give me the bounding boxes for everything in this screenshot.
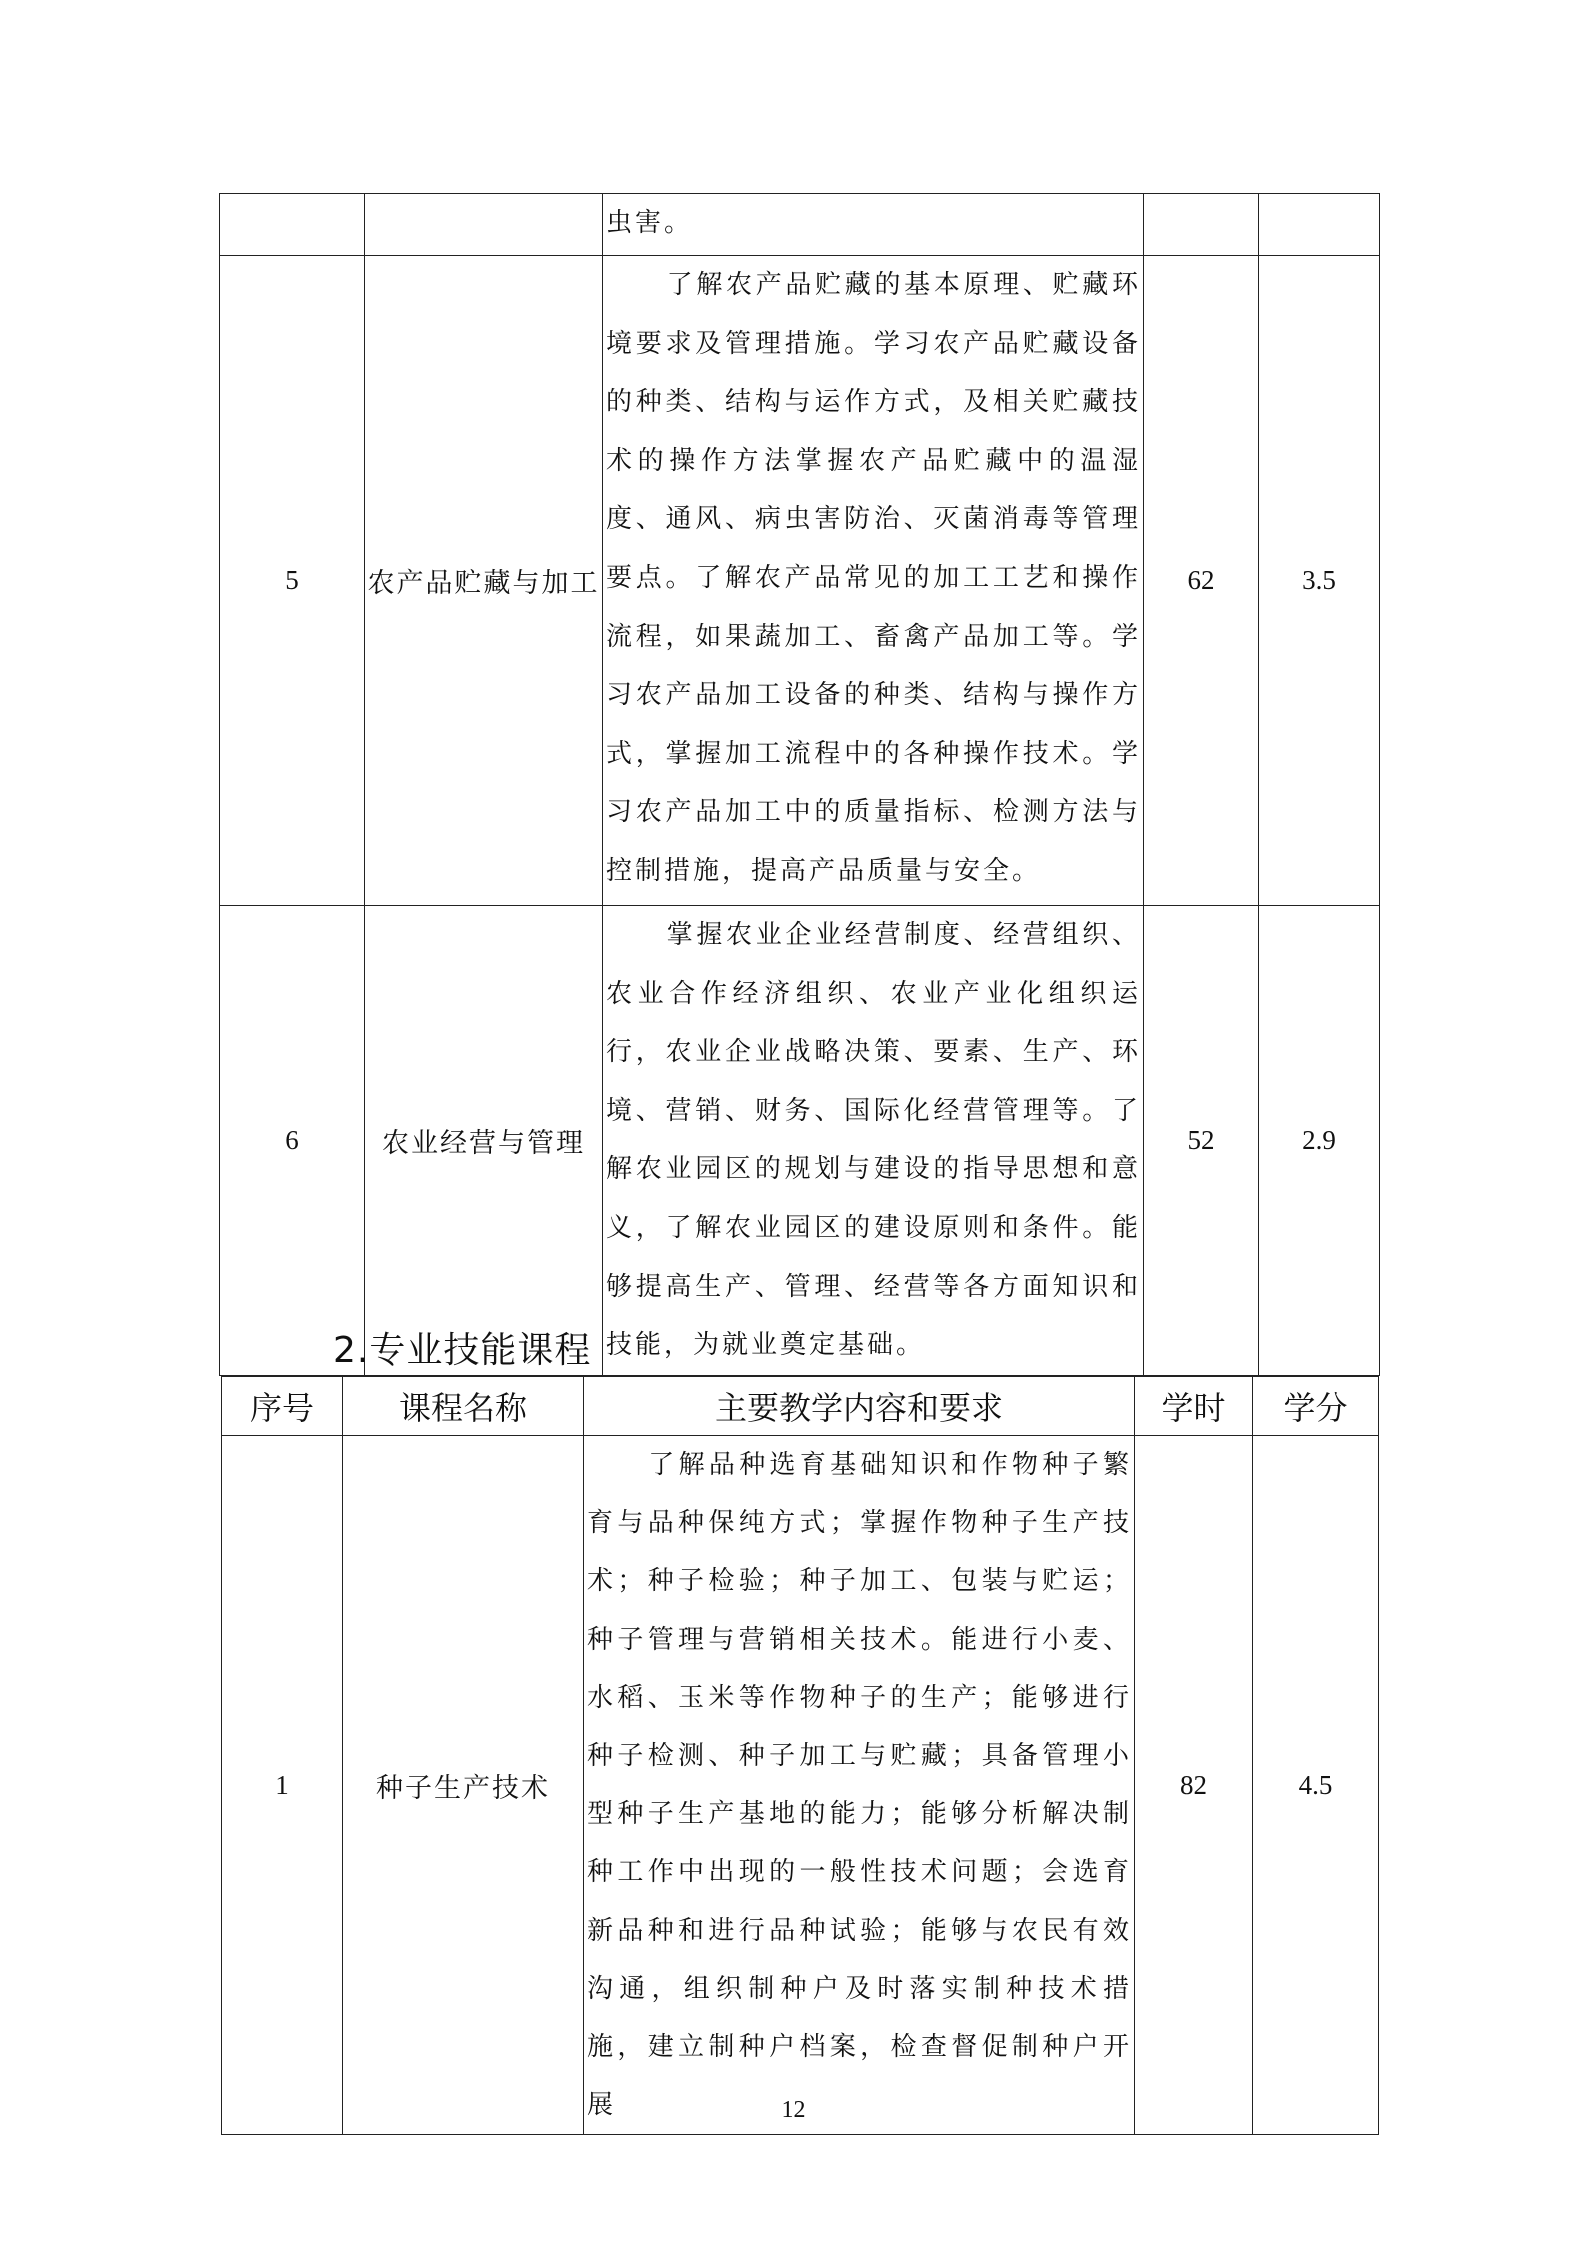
table-row — [220, 256, 1380, 906]
course-hours: 82 — [1135, 1436, 1253, 2135]
course-name: 种子生产技术 — [343, 1436, 584, 2135]
course-credits: 3.5 — [1259, 256, 1380, 906]
header-no: 序号 — [222, 1377, 343, 1436]
course-content: 了解品种选育基础知识和作物种子繁育与品种保纯方式；掌握作物种子生产技术；种子检验；种子加工、包装与贮运；种子管理与营销相关技术。能进行小麦、水稻、玉米等作物种子的生产；能够进行种子检测、种子加工与贮藏；具备管理小型种子生产基地的能力；能够分析解决制种工作中出现的一般性技术问题；会选育新品种和进行品种试验；能够与农民有效沟通，组织制种户及时落实制种技术措施，建立制种户档案，检查督促制种户开展 — [587, 1450, 1132, 2121]
course-credits — [1259, 194, 1380, 256]
course-name — [365, 194, 603, 256]
header-hours: 学时 — [1135, 1377, 1253, 1436]
row-number — [220, 194, 365, 256]
course-hours: 52 — [1144, 906, 1259, 1376]
course-hours: 62 — [1144, 256, 1259, 906]
course-name: 农产品贮藏与加工 — [365, 256, 603, 906]
course-table-continued — [219, 193, 1380, 1376]
header-content: 主要教学内容和要求 — [584, 1377, 1135, 1436]
page-number: 12 — [781, 2097, 806, 2123]
header-name: 课程名称 — [343, 1377, 584, 1436]
course-credits: 2.9 — [1259, 906, 1380, 1376]
header-credits: 学分 — [1253, 1377, 1379, 1436]
section-heading: 2.专业技能课程 — [333, 1330, 592, 1371]
table-row — [220, 906, 1380, 1376]
course-content: 了解农产品贮藏的基本原理、贮藏环境要求及管理措施。学习农产品贮藏设备的种类、结构与运作方式，及相关贮藏技术的操作方法掌握农产品贮藏中的温湿度、通风、病虫害防治、灭菌消毒等管理要点。了解农产品常见的加工工艺和操作流程，如果蔬加工、畜禽产品加工等。学习农产品加工设备的种类、结构与操作方式，掌握加工流程中的各种操作技术。学习农产品加工中的质量指标、检测方法与控制措施，提高产品质量与安全。 — [606, 270, 1141, 886]
course-name: 农业经营与管理 — [365, 906, 603, 1376]
skill-course-table — [221, 1376, 1379, 2135]
row-number: 1 — [222, 1436, 343, 2135]
table-header-row — [222, 1377, 1379, 1436]
row-number: 6 — [220, 906, 365, 1376]
course-hours — [1144, 194, 1259, 256]
course-content: 掌握农业企业经营制度、经营组织、农业合作经济组织、农业产业化组织运行，农业企业战略决策、要素、生产、环境、营销、财务、国际化经营管理等。了解农业园区的规划与建设的指导思想和意义，了解农业园区的建设原则和条件。能够提高生产、管理、经营等各方面知识和技能，为就业奠定基础。 — [606, 920, 1141, 1361]
table-row — [222, 1436, 1379, 2135]
row-number: 5 — [220, 256, 365, 906]
table-row — [220, 194, 1380, 256]
course-content: 虫害。 — [606, 208, 694, 238]
course-credits: 4.5 — [1253, 1436, 1379, 2135]
